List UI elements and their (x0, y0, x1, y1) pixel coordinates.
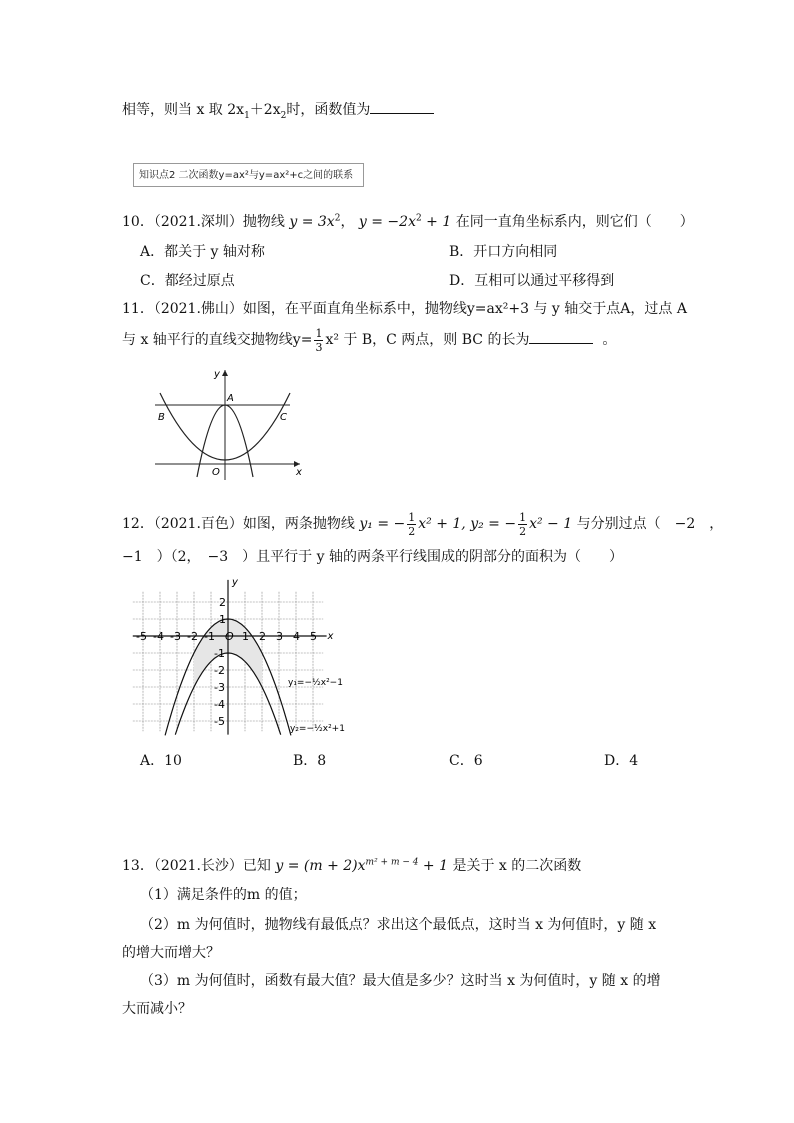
y-tick-label: -3 (214, 681, 225, 694)
question-11-line-2: 与 x 轴平行的直线交抛物线y= $\frac{1}{3}$ x² 于 B，C 两点，则 BC 的长为 。 (122, 326, 617, 354)
question-12-option-d: D．4 (604, 753, 639, 769)
y-tick-label: -1 (214, 647, 225, 660)
y-tick-label: -5 (214, 715, 225, 728)
question-12-figure (136, 574, 350, 744)
answer-blank (529, 343, 593, 344)
label-a: A (227, 393, 234, 404)
label-b: B (158, 412, 165, 423)
x-tick-label: 5 (310, 630, 317, 643)
axis-label-x: x (327, 631, 334, 642)
answer-blank (370, 113, 434, 114)
question-12-option-a: A．10 (140, 753, 182, 769)
x-tick-label: O (225, 630, 234, 643)
x-tick-label: -1 (204, 630, 215, 643)
x-tick-label: -5 (136, 630, 147, 643)
question-11-line-1: 11．（2021.佛山）如图，在平面直角坐标系中，抛物线y=ax²+3 与 y 轴交于点A，过点 A (122, 301, 687, 317)
y-tick-label: -2 (214, 664, 225, 677)
y-tick-label: 1 (219, 613, 226, 626)
question-13-part-3: （3）m 为何值时，函数有最大值？最大值是多少？这时当 x 为何值时，y 随 x 的增 (140, 973, 661, 989)
x-tick-label: 1 (242, 630, 249, 643)
question-10-option-a: A．都关于 y 轴对称 (140, 244, 265, 260)
y-tick-labels (214, 596, 226, 728)
axis-label-y: y (232, 577, 238, 588)
fraction-one-third: $\frac{1}{3}$ (315, 326, 323, 354)
x-tick-label: 2 (259, 630, 266, 643)
label-y: y (214, 369, 220, 380)
label-c: C (280, 412, 287, 423)
question-12-option-b: B．8 (293, 753, 327, 769)
question-13-part-3-cont: 大而减小？ (122, 1001, 192, 1017)
question-11-figure (150, 365, 330, 485)
question-10-option-b: B．开口方向相同 (449, 244, 558, 260)
knowledge-point-box: 知识点2 二次函数y=ax²与y=ax²+c之间的联系 (133, 163, 364, 187)
x-tick-label: -2 (187, 630, 198, 643)
question-10-option-d: D．互相可以通过平移得到 (449, 273, 615, 289)
curve-label-y1: y₁=−½x²−1 (288, 678, 343, 688)
x-tick-label: -3 (170, 630, 181, 643)
question-13-stem: 13．（2021.长沙）已知 $y = (m + 2)x^{m^2 + m - 4} + 1$ 是关于 x 的二次函数 (122, 857, 582, 874)
question-12-line-2: −1 ）（2， −3 ）且平行于 y 轴的两条平行线围成的阴部分的面积为（ ） (122, 549, 623, 565)
question-12-option-c: C．6 (449, 753, 483, 769)
label-o: O (212, 467, 220, 478)
y-tick-label: -4 (214, 698, 225, 711)
question-10-stem: 10．（2021.深圳）抛物线 $y = 3x^2$， $y = -2x^2 + 1$ 在同一直角坐标系内，则它们（ ） (122, 213, 694, 230)
curve-label-y2: y₂=−½x²+1 (290, 724, 345, 734)
y-tick-label: 2 (219, 596, 226, 609)
x-tick-label: 4 (293, 630, 300, 643)
question-12-line-1: 12．（2021.百色）如图，两条抛物线 y₁ = − $\frac{1}{2}$ x² + 1, y₂ = − $\frac{1}{2}$ x² − 1 与分别过点（ −2 ， (122, 510, 724, 538)
question-13-part-2: （2）m 为何值时，抛物线有最低点？求出这个最低点，这时当 x 为何值时，y 随 x (140, 917, 657, 933)
question-13-part-1: （1）满足条件的m 的值； (140, 887, 307, 903)
label-x: x (296, 467, 302, 478)
x-tick-label: 3 (276, 630, 283, 643)
continuation-line: 相等，则当 x 取 $2x_1+2x_2$时，函数值为 (122, 99, 434, 121)
question-10-option-c: C．都经过原点 (140, 273, 235, 289)
question-13-part-2-cont: 的增大而增大？ (122, 945, 220, 961)
x-tick-label: -4 (153, 630, 164, 643)
